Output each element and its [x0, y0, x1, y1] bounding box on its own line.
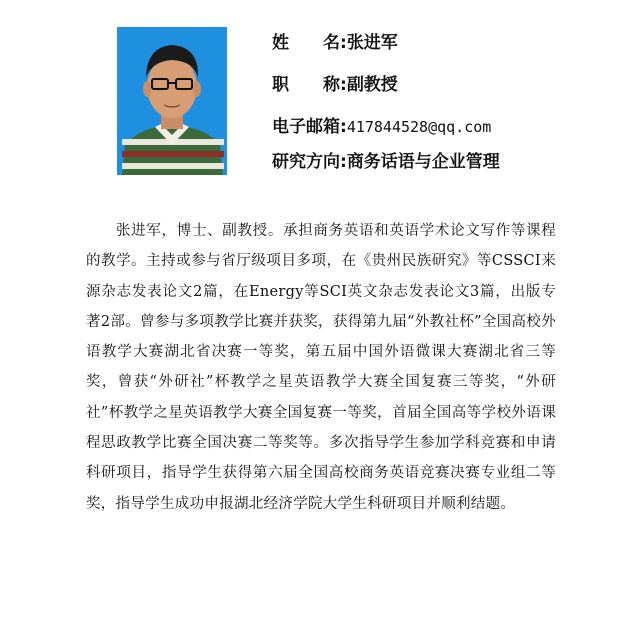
portrait-image — [117, 27, 227, 175]
email-row — [272, 116, 491, 138]
email-label: 电子邮箱: — [272, 117, 347, 137]
title-label: 职 称: — [272, 75, 347, 95]
name-row — [272, 32, 398, 54]
email-value[interactable]: 417844528@qq.com — [346, 118, 492, 136]
research-value: 商务话语与企业管理 — [346, 152, 500, 172]
profile-photo — [117, 27, 227, 175]
biography-paragraph: 张进军，博士、副教授。承担商务英语和英语学术论文写作等课程的教学。主持或参与省厅级项目多项，在《贵州民族研究》等CSSCI来源杂志发表论文2篇，在Energy等SCI英文杂志发表论文3篇，出版专著2部。曾参与多项教学比赛并获奖，获得第九届“外教社杯”全国高校外语教学大赛湖北省决赛一等奖，第五届中国外语微课大赛湖北省三等奖，曾获“外研社”杯教学之星英语教学大赛全国复赛三等奖，“外研社”杯教学之星英语教学大赛全国复赛一等奖，首届全国高等学校外语课程思政教学比赛全国决赛二等奖等。多次指导学生参加学科竞赛和申请科研项目，指导学生获得第六届全国高校商务英语竞赛决赛专业组二等奖，指导学生成功申报湖北经济学院大学生科研项目并顺利结题。 — [86, 223, 556, 512]
title-row — [272, 74, 398, 96]
name-value: 张进军 — [346, 33, 398, 53]
research-label: 研究方向: — [272, 152, 347, 172]
name-label: 姓 名: — [272, 33, 347, 53]
research-row — [272, 151, 500, 173]
title-value: 副教授 — [346, 75, 398, 95]
